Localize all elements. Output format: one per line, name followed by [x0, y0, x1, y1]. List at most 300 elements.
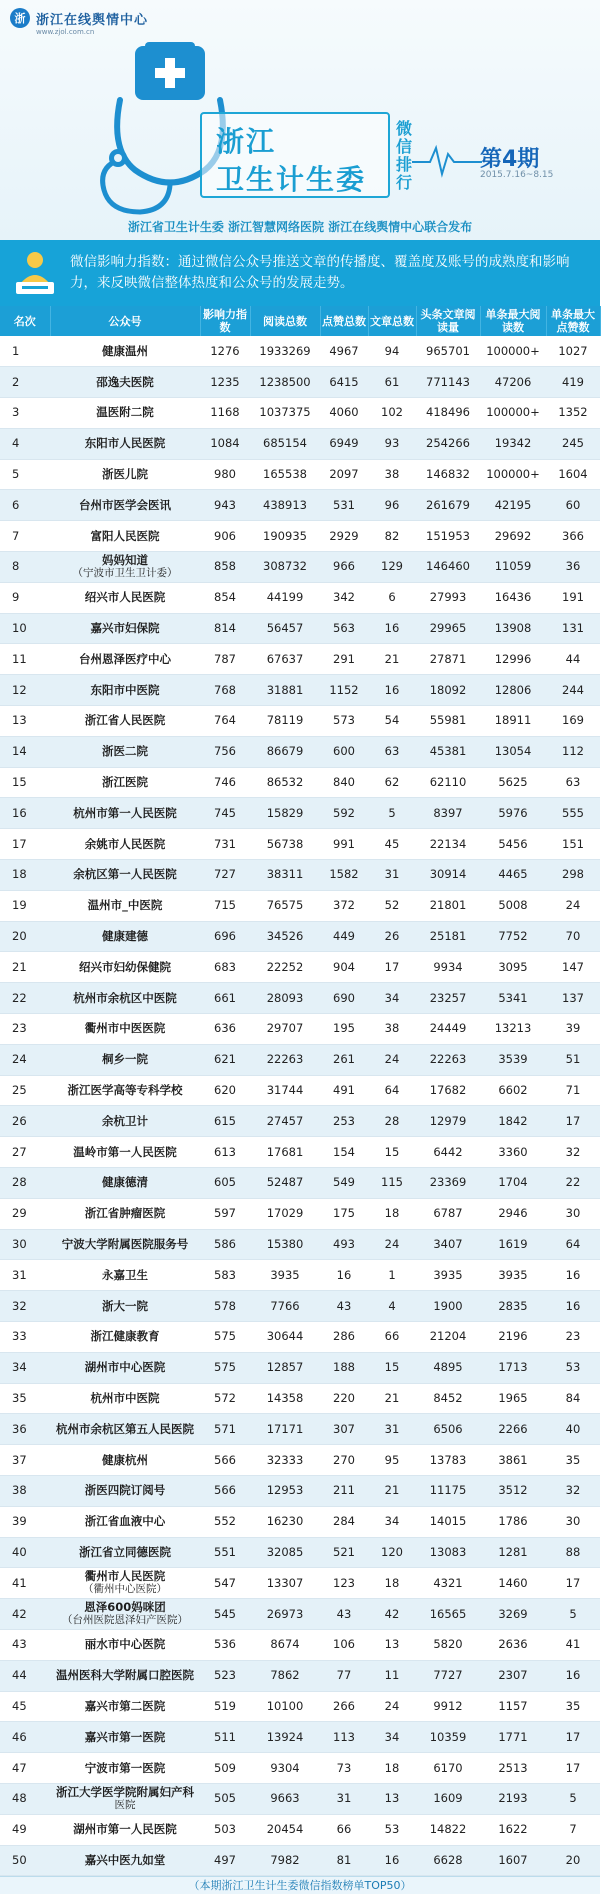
cell-articles: 4	[368, 1291, 416, 1322]
cell-reads: 1037375	[250, 398, 320, 429]
cell-index: 505	[200, 1783, 250, 1814]
cell-articles: 34	[368, 1722, 416, 1753]
cell-articles: 13	[368, 1629, 416, 1660]
table-row	[0, 1014, 600, 1045]
cell-articles: 5	[368, 798, 416, 829]
account-name: 浙江省血液中心	[84, 1514, 166, 1529]
cell-max-like: 30	[546, 1506, 600, 1537]
cell-rank: 6	[0, 490, 50, 521]
cell-articles: 24	[368, 1229, 416, 1260]
table-row	[0, 1691, 600, 1722]
table-row	[0, 1229, 600, 1260]
table-row	[0, 767, 600, 798]
table-row	[0, 1783, 600, 1814]
cell-max-like: 1027	[546, 336, 600, 367]
cell-max-read: 3861	[480, 1445, 546, 1476]
publishers-line: 浙江省卫生计生委 浙江智慧网络医院 浙江在线舆情中心联合发布	[127, 220, 473, 234]
cell-articles: 16	[368, 613, 416, 644]
cell-reads: 17029	[250, 1198, 320, 1229]
cell-reads: 22252	[250, 952, 320, 983]
cell-max-read: 1713	[480, 1352, 546, 1383]
cell-max-read: 5625	[480, 767, 546, 798]
cell-max-read: 18911	[480, 706, 546, 737]
cell-name	[50, 1722, 200, 1753]
account-name: 浙江医院	[102, 775, 148, 790]
cell-index: 575	[200, 1322, 250, 1353]
cell-name	[50, 1137, 200, 1168]
cell-likes: 521	[320, 1537, 368, 1568]
account-name-subline: （台州医院恩泽妇产医院）	[62, 1614, 188, 1627]
cell-headline: 14015	[416, 1506, 480, 1537]
cell-max-read: 1607	[480, 1845, 546, 1876]
cell-reads: 1238500	[250, 367, 320, 398]
table-row	[0, 1198, 600, 1229]
cell-likes: 592	[320, 798, 368, 829]
cell-rank: 8	[0, 552, 50, 583]
cell-max-like: 32	[546, 1137, 600, 1168]
cell-articles: 52	[368, 890, 416, 921]
cell-rank: 30	[0, 1229, 50, 1260]
cell-likes: 220	[320, 1383, 368, 1414]
cell-likes: 261	[320, 1044, 368, 1075]
cell-index: 906	[200, 521, 250, 552]
cell-headline: 151953	[416, 521, 480, 552]
cell-headline: 16565	[416, 1599, 480, 1630]
cell-index: 575	[200, 1352, 250, 1383]
cell-rank: 5	[0, 459, 50, 490]
cell-index: 787	[200, 644, 250, 675]
cell-articles: 94	[368, 336, 416, 367]
cell-max-like: 39	[546, 1014, 600, 1045]
cell-name	[50, 552, 200, 583]
table-row	[0, 552, 600, 583]
cell-max-like: 32	[546, 1475, 600, 1506]
cell-max-read: 1842	[480, 1106, 546, 1137]
cell-max-read: 3539	[480, 1044, 546, 1075]
cell-name	[50, 952, 200, 983]
account-name: 余杭区第一人民医院	[73, 867, 177, 882]
cell-reads: 15380	[250, 1229, 320, 1260]
table-row	[0, 952, 600, 983]
account-name: 浙医儿院	[102, 467, 148, 482]
cell-max-read: 1157	[480, 1691, 546, 1722]
cell-index: 858	[200, 552, 250, 583]
table-row	[0, 675, 600, 706]
cell-likes: 563	[320, 613, 368, 644]
account-name: 湖州市第一人民医院	[73, 1822, 177, 1837]
footer-caption: （本期浙江卫生计生委微信指数榜单TOP50）	[0, 1876, 600, 1894]
cell-max-like: 169	[546, 706, 600, 737]
account-name: 永嘉卫生	[102, 1267, 148, 1282]
cell-headline: 45381	[416, 736, 480, 767]
account-name: 余杭卫计	[102, 1113, 148, 1128]
cell-max-read: 3935	[480, 1260, 546, 1291]
cell-rank: 2	[0, 367, 50, 398]
cell-reads: 165538	[250, 459, 320, 490]
cell-name	[50, 490, 200, 521]
cell-likes: 491	[320, 1075, 368, 1106]
cell-headline: 418496	[416, 398, 480, 429]
cell-likes: 840	[320, 767, 368, 798]
logo-icon: 浙	[10, 8, 30, 28]
cell-articles: 15	[368, 1137, 416, 1168]
cell-name	[50, 983, 200, 1014]
account-name: 恩泽600妈咪团	[84, 1600, 166, 1615]
cell-max-read: 4465	[480, 860, 546, 891]
cell-max-like: 30	[546, 1198, 600, 1229]
cell-articles: 24	[368, 1691, 416, 1722]
cell-likes: 493	[320, 1229, 368, 1260]
cell-likes: 991	[320, 829, 368, 860]
table-row	[0, 1383, 600, 1414]
cell-headline: 27993	[416, 582, 480, 613]
cell-rank: 43	[0, 1629, 50, 1660]
cell-headline: 18092	[416, 675, 480, 706]
cell-articles: 18	[368, 1198, 416, 1229]
cell-likes: 266	[320, 1691, 368, 1722]
cell-index: 497	[200, 1845, 250, 1876]
cell-max-read: 5008	[480, 890, 546, 921]
cell-rank: 21	[0, 952, 50, 983]
table-row	[0, 428, 600, 459]
cell-articles: 18	[368, 1753, 416, 1784]
cell-likes: 188	[320, 1352, 368, 1383]
cell-headline: 3935	[416, 1260, 480, 1291]
cell-headline: 4321	[416, 1568, 480, 1599]
cell-name	[50, 1660, 200, 1691]
cell-max-read: 11059	[480, 552, 546, 583]
cell-rank: 44	[0, 1660, 50, 1691]
cell-likes: 449	[320, 921, 368, 952]
cell-rank: 22	[0, 983, 50, 1014]
cell-reads: 438913	[250, 490, 320, 521]
cell-articles: 64	[368, 1075, 416, 1106]
cell-max-read: 1619	[480, 1229, 546, 1260]
cell-max-read: 1771	[480, 1722, 546, 1753]
cell-name	[50, 582, 200, 613]
account-name: 温州医科大学附属口腔医院	[56, 1668, 194, 1683]
cell-max-like: 5	[546, 1599, 600, 1630]
cell-index: 731	[200, 829, 250, 860]
cell-index: 1235	[200, 367, 250, 398]
cell-index: 503	[200, 1814, 250, 1845]
account-name: 浙江省人民医院	[84, 713, 166, 728]
table-row	[0, 459, 600, 490]
cell-headline: 1900	[416, 1291, 480, 1322]
cell-likes: 904	[320, 952, 368, 983]
cell-index: 566	[200, 1445, 250, 1476]
ranking-table	[0, 306, 601, 1876]
cell-articles: 1	[368, 1260, 416, 1291]
cell-reads: 13924	[250, 1722, 320, 1753]
cell-max-like: 53	[546, 1352, 600, 1383]
cell-max-read: 2513	[480, 1753, 546, 1784]
cell-likes: 6415	[320, 367, 368, 398]
cell-max-like: 22	[546, 1168, 600, 1199]
table-row	[0, 1660, 600, 1691]
cell-rank: 11	[0, 644, 50, 675]
cell-headline: 6787	[416, 1198, 480, 1229]
cell-max-read: 6602	[480, 1075, 546, 1106]
cell-max-read: 1704	[480, 1168, 546, 1199]
account-name: 绍兴市妇幼保健院	[79, 959, 171, 974]
table-row	[0, 921, 600, 952]
cell-reads: 34526	[250, 921, 320, 952]
cell-articles: 21	[368, 1383, 416, 1414]
cell-rank: 12	[0, 675, 50, 706]
cell-name	[50, 459, 200, 490]
cell-max-read: 16436	[480, 582, 546, 613]
account-name: 浙江省肿瘤医院	[84, 1206, 166, 1221]
cell-reads: 56738	[250, 829, 320, 860]
cell-headline: 12979	[416, 1106, 480, 1137]
cell-max-like: 191	[546, 582, 600, 613]
column-header-headline-reads: 头条文章阅读量	[416, 306, 480, 336]
cell-likes: 106	[320, 1629, 368, 1660]
cell-likes: 342	[320, 582, 368, 613]
cell-index: 547	[200, 1568, 250, 1599]
account-name: 嘉兴中医九如堂	[84, 1852, 166, 1867]
cell-max-like: 1352	[546, 398, 600, 429]
logo-text: 浙江在线舆情中心	[36, 12, 149, 28]
cell-articles: 6	[368, 582, 416, 613]
cell-max-like: 245	[546, 428, 600, 459]
cell-name	[50, 890, 200, 921]
account-name: 衢州市人民医院	[84, 1569, 166, 1584]
cell-index: 756	[200, 736, 250, 767]
cell-articles: 13	[368, 1783, 416, 1814]
cell-rank: 13	[0, 706, 50, 737]
cell-max-like: 131	[546, 613, 600, 644]
cell-headline: 5820	[416, 1629, 480, 1660]
account-name: 绍兴市人民医院	[84, 590, 166, 605]
cell-name	[50, 1352, 200, 1383]
cell-reads: 190935	[250, 521, 320, 552]
cell-headline: 254266	[416, 428, 480, 459]
cell-likes: 175	[320, 1198, 368, 1229]
column-header-max-single-likes: 单条最大点赞数	[546, 306, 600, 336]
cell-articles: 31	[368, 860, 416, 891]
table-row	[0, 398, 600, 429]
cell-index: 578	[200, 1291, 250, 1322]
cell-max-read: 12996	[480, 644, 546, 675]
cell-max-like: 366	[546, 521, 600, 552]
cell-rank: 36	[0, 1414, 50, 1445]
cell-name	[50, 1629, 200, 1660]
cell-rank: 37	[0, 1445, 50, 1476]
cell-reads: 10100	[250, 1691, 320, 1722]
cell-reads: 17171	[250, 1414, 320, 1445]
cell-index: 636	[200, 1014, 250, 1045]
cell-max-read: 3269	[480, 1599, 546, 1630]
account-name-subline: （宁波市卫生卫计委）	[72, 566, 178, 579]
cell-name	[50, 1691, 200, 1722]
cell-name	[50, 1322, 200, 1353]
cell-max-read: 2266	[480, 1414, 546, 1445]
column-header-rank: 名次	[0, 306, 50, 336]
cell-max-like: 88	[546, 1537, 600, 1568]
cell-reads: 22263	[250, 1044, 320, 1075]
cell-rank: 49	[0, 1814, 50, 1845]
account-name: 妈妈知道	[102, 552, 148, 567]
cell-articles: 102	[368, 398, 416, 429]
cell-index: 613	[200, 1137, 250, 1168]
cell-max-read: 100000+	[480, 398, 546, 429]
cell-max-read: 5456	[480, 829, 546, 860]
cell-max-read: 47206	[480, 367, 546, 398]
cell-reads: 38311	[250, 860, 320, 891]
table-body	[0, 336, 600, 1876]
cell-reads: 9304	[250, 1753, 320, 1784]
cell-headline: 10359	[416, 1722, 480, 1753]
cell-max-like: 70	[546, 921, 600, 952]
table-row	[0, 860, 600, 891]
table-row	[0, 1322, 600, 1353]
cell-index: 552	[200, 1506, 250, 1537]
cell-name	[50, 398, 200, 429]
cell-rank: 50	[0, 1845, 50, 1876]
table-row	[0, 1352, 600, 1383]
cell-name	[50, 1445, 200, 1476]
cell-rank: 46	[0, 1722, 50, 1753]
cell-index: 727	[200, 860, 250, 891]
vertical-subtitle: 微信排行	[396, 119, 413, 192]
cell-rank: 33	[0, 1322, 50, 1353]
cell-max-like: 84	[546, 1383, 600, 1414]
table-row	[0, 613, 600, 644]
cell-headline: 146832	[416, 459, 480, 490]
cell-likes: 73	[320, 1753, 368, 1784]
account-name: 东阳市中医院	[90, 682, 160, 697]
cell-articles: 62	[368, 767, 416, 798]
cell-headline: 771143	[416, 367, 480, 398]
cell-headline: 9934	[416, 952, 480, 983]
cell-name	[50, 1383, 200, 1414]
cell-name	[50, 1537, 200, 1568]
cell-name	[50, 675, 200, 706]
cell-max-like: 60	[546, 490, 600, 521]
cell-max-like: 137	[546, 983, 600, 1014]
cell-max-like: 63	[546, 767, 600, 798]
account-name: 杭州市中医院	[90, 1390, 160, 1405]
account-name: 浙大一院	[102, 1298, 148, 1313]
cell-max-read: 29692	[480, 521, 546, 552]
cell-headline: 146460	[416, 552, 480, 583]
table-row	[0, 1722, 600, 1753]
cell-headline: 3407	[416, 1229, 480, 1260]
cell-max-like: 35	[546, 1691, 600, 1722]
cell-max-read: 42195	[480, 490, 546, 521]
account-name: 温岭市第一人民医院	[73, 1144, 177, 1159]
cell-name	[50, 613, 200, 644]
cell-headline: 14822	[416, 1814, 480, 1845]
table-row	[0, 1599, 600, 1630]
intro-banner	[0, 240, 600, 306]
cell-max-like: 16	[546, 1291, 600, 1322]
cell-index: 980	[200, 459, 250, 490]
cell-max-read: 19342	[480, 428, 546, 459]
cell-index: 764	[200, 706, 250, 737]
cell-headline: 965701	[416, 336, 480, 367]
cell-max-like: 40	[546, 1414, 600, 1445]
cell-headline: 24449	[416, 1014, 480, 1045]
account-name: 健康建德	[102, 929, 148, 944]
cell-max-like: 41	[546, 1629, 600, 1660]
cell-rank: 29	[0, 1198, 50, 1229]
cell-headline: 22134	[416, 829, 480, 860]
cell-reads: 86532	[250, 767, 320, 798]
cell-max-like: 17	[546, 1106, 600, 1137]
table-row	[0, 1106, 600, 1137]
cell-likes: 16	[320, 1260, 368, 1291]
column-header-account: 公众号	[50, 306, 200, 336]
cell-index: 615	[200, 1106, 250, 1137]
cell-rank: 35	[0, 1383, 50, 1414]
cell-index: 545	[200, 1599, 250, 1630]
cell-likes: 6949	[320, 428, 368, 459]
cell-max-read: 100000+	[480, 336, 546, 367]
cell-rank: 28	[0, 1168, 50, 1199]
table-row	[0, 890, 600, 921]
cell-max-read: 13908	[480, 613, 546, 644]
cell-max-like: 16	[546, 1660, 600, 1691]
cell-rank: 18	[0, 860, 50, 891]
cell-articles: 82	[368, 521, 416, 552]
cell-likes: 600	[320, 736, 368, 767]
table-row	[0, 983, 600, 1014]
cell-rank: 38	[0, 1475, 50, 1506]
cell-likes: 2097	[320, 459, 368, 490]
cell-name	[50, 1106, 200, 1137]
cell-reads: 67637	[250, 644, 320, 675]
cell-headline: 9912	[416, 1691, 480, 1722]
table-row	[0, 1414, 600, 1445]
cell-likes: 1152	[320, 675, 368, 706]
cell-articles: 34	[368, 1506, 416, 1537]
cell-rank: 25	[0, 1075, 50, 1106]
cell-reads: 7982	[250, 1845, 320, 1876]
table-row	[0, 1075, 600, 1106]
cell-articles: 66	[368, 1322, 416, 1353]
cell-articles: 53	[368, 1814, 416, 1845]
account-name: 嘉兴市妇保院	[90, 621, 160, 636]
cell-max-read: 1965	[480, 1383, 546, 1414]
account-name: 宁波市第一医院	[84, 1760, 166, 1775]
cell-likes: 31	[320, 1783, 368, 1814]
issue-date: 2015.7.16~8.15	[480, 170, 554, 180]
cell-reads: 78119	[250, 706, 320, 737]
cell-name	[50, 1014, 200, 1045]
cell-rank: 41	[0, 1568, 50, 1599]
cell-max-like: 5	[546, 1783, 600, 1814]
cell-articles: 42	[368, 1599, 416, 1630]
cell-max-like: 24	[546, 890, 600, 921]
table-row	[0, 1475, 600, 1506]
cell-likes: 284	[320, 1506, 368, 1537]
cell-rank: 48	[0, 1783, 50, 1814]
cell-reads: 9663	[250, 1783, 320, 1814]
account-name: 浙江省立同德医院	[79, 1544, 171, 1559]
cell-headline: 29965	[416, 613, 480, 644]
cell-likes: 43	[320, 1291, 368, 1322]
cell-index: 509	[200, 1753, 250, 1784]
cell-max-read: 3360	[480, 1137, 546, 1168]
title-line-2: 卫生计生委	[216, 163, 367, 196]
cell-index: 621	[200, 1044, 250, 1075]
cell-headline: 21801	[416, 890, 480, 921]
cell-likes: 270	[320, 1445, 368, 1476]
cell-likes: 81	[320, 1845, 368, 1876]
